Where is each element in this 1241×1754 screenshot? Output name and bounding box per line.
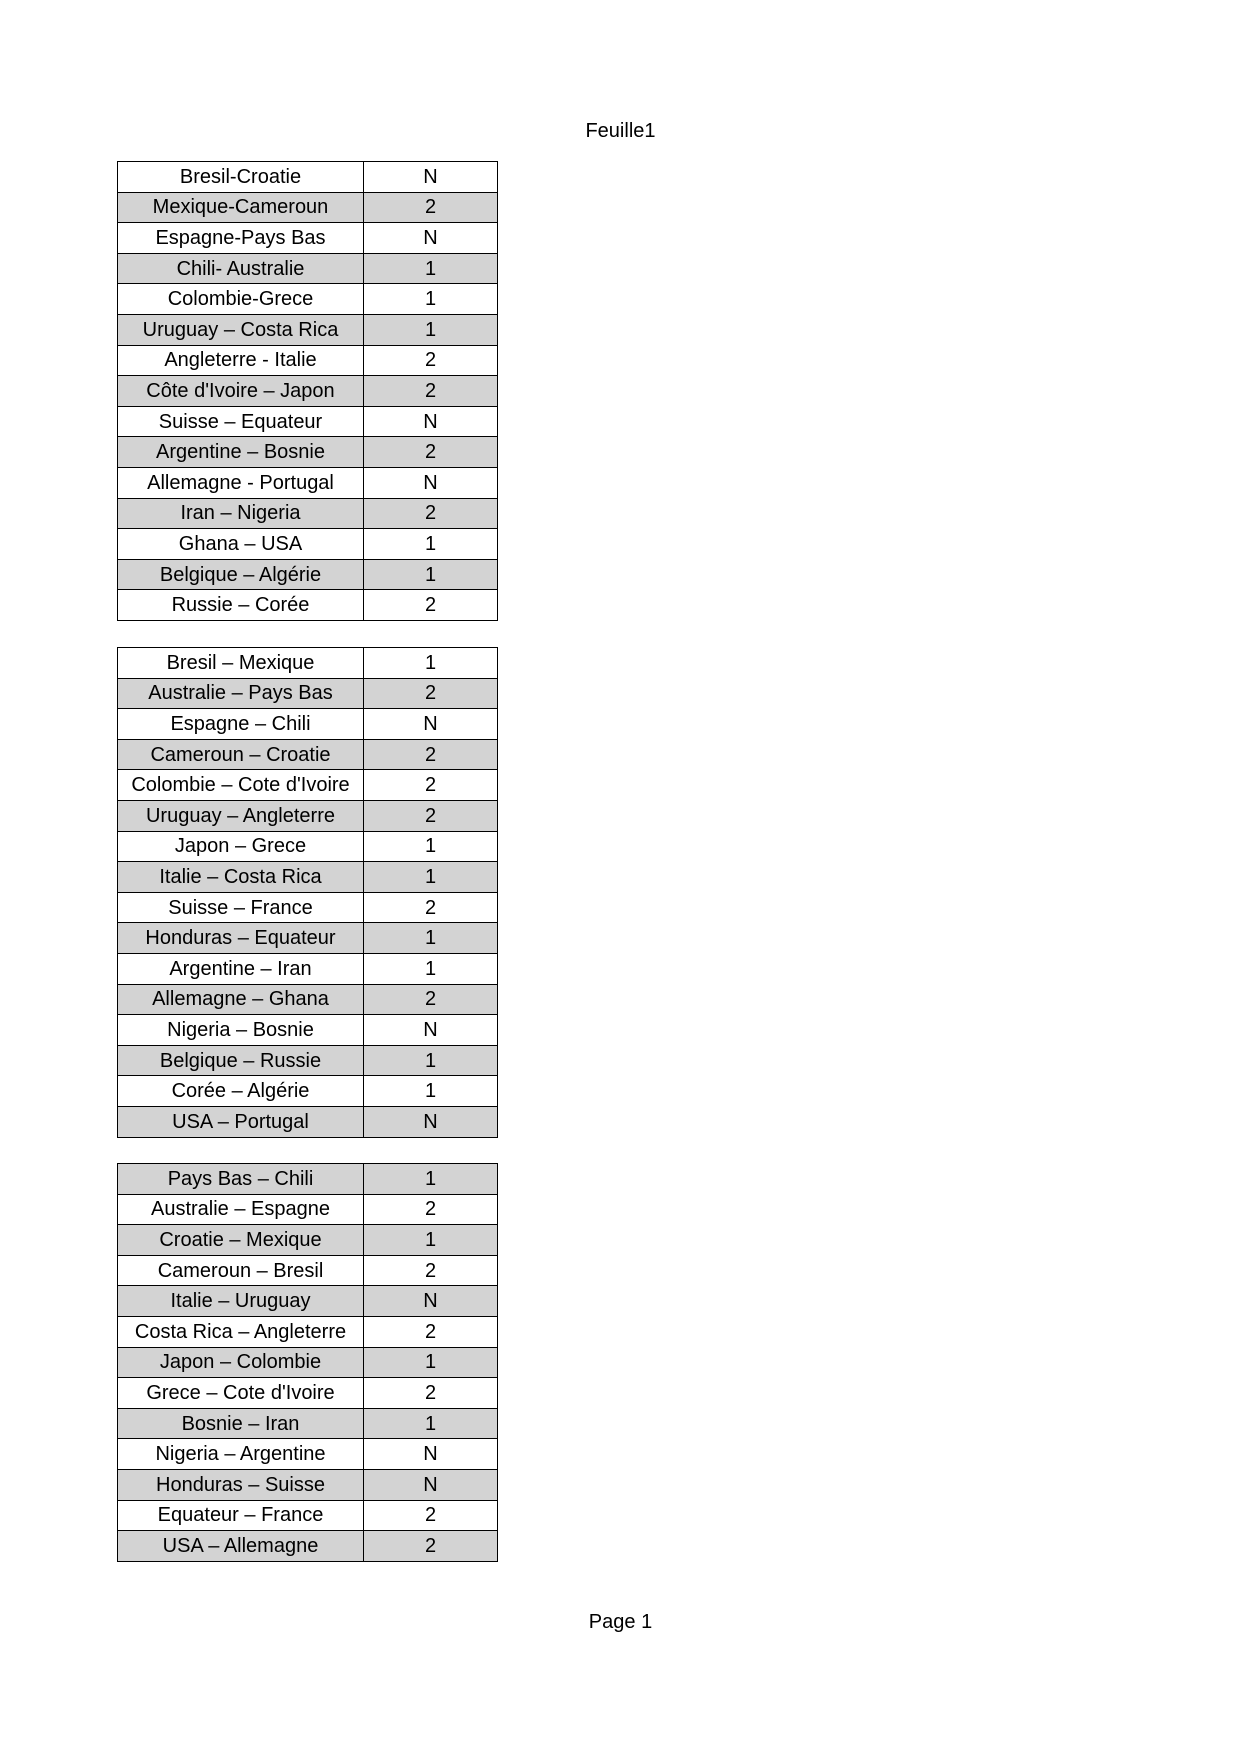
match-cell: Iran – Nigeria [118, 498, 364, 529]
table-row [118, 1286, 498, 1317]
table-row [118, 223, 498, 254]
table-row [118, 192, 498, 223]
result-cell: 1 [364, 648, 498, 679]
table-row [118, 984, 498, 1015]
result-cell: 2 [364, 345, 498, 376]
match-cell: Australie – Espagne [118, 1194, 364, 1225]
result-cell: N [364, 162, 498, 193]
match-cell: Mexique-Cameroun [118, 192, 364, 223]
match-cell: Uruguay – Angleterre [118, 800, 364, 831]
result-cell: 1 [364, 529, 498, 560]
table-row [118, 437, 498, 468]
match-cell: Belgique – Russie [118, 1045, 364, 1076]
result-cell: 2 [364, 376, 498, 407]
match-cell: Argentine – Bosnie [118, 437, 364, 468]
match-cell: Nigeria – Bosnie [118, 1015, 364, 1046]
result-cell: 1 [364, 1164, 498, 1195]
match-cell: Japon – Colombie [118, 1347, 364, 1378]
result-cell: 1 [364, 559, 498, 590]
table-row [118, 1408, 498, 1439]
match-cell: Suisse – Equateur [118, 406, 364, 437]
result-cell: N [364, 1439, 498, 1470]
result-cell: 2 [364, 192, 498, 223]
match-cell: Ghana – USA [118, 529, 364, 560]
result-cell: 2 [364, 770, 498, 801]
match-cell: Grece – Cote d'Ivoire [118, 1378, 364, 1409]
table-row [118, 253, 498, 284]
result-cell: N [364, 223, 498, 254]
table-row [118, 1106, 498, 1137]
result-cell: 2 [364, 739, 498, 770]
result-cell: 2 [364, 984, 498, 1015]
result-cell: 2 [364, 678, 498, 709]
table-row [118, 406, 498, 437]
result-cell: 1 [364, 1225, 498, 1256]
table-row [118, 831, 498, 862]
table-row [118, 770, 498, 801]
match-cell: Allemagne - Portugal [118, 467, 364, 498]
match-table-group-1 [117, 161, 498, 621]
table-row [118, 590, 498, 621]
match-cell: Angleterre - Italie [118, 345, 364, 376]
result-cell: 2 [364, 498, 498, 529]
table-row [118, 953, 498, 984]
table-row [118, 345, 498, 376]
table-row [118, 467, 498, 498]
result-cell: 2 [364, 800, 498, 831]
match-cell: Colombie-Grece [118, 284, 364, 315]
table-row [118, 529, 498, 560]
table-row [118, 862, 498, 893]
match-cell: Italie – Uruguay [118, 1286, 364, 1317]
table-row [118, 314, 498, 345]
result-cell: 1 [364, 253, 498, 284]
table-row [118, 1076, 498, 1107]
page-footer: Page 1 [588, 1611, 653, 1633]
table-row [118, 923, 498, 954]
table-row [118, 1347, 498, 1378]
match-cell: Japon – Grece [118, 831, 364, 862]
result-cell: 1 [364, 1408, 498, 1439]
result-cell: 2 [364, 1531, 498, 1562]
table-row [118, 1164, 498, 1195]
result-cell: 1 [364, 953, 498, 984]
result-cell: 1 [364, 1347, 498, 1378]
table-row [118, 1255, 498, 1286]
result-cell: N [364, 1106, 498, 1137]
table-row [118, 1531, 498, 1562]
match-cell: Bresil-Croatie [118, 162, 364, 193]
table-row [118, 1469, 498, 1500]
table-row [118, 800, 498, 831]
match-cell: Cameroun – Croatie [118, 739, 364, 770]
table-row [118, 1194, 498, 1225]
match-cell: Allemagne – Ghana [118, 984, 364, 1015]
match-cell: Russie – Corée [118, 590, 364, 621]
match-cell: Honduras – Equateur [118, 923, 364, 954]
match-cell: Bosnie – Iran [118, 1408, 364, 1439]
result-cell: 2 [364, 892, 498, 923]
result-cell: 2 [364, 1500, 498, 1531]
table-row [118, 1045, 498, 1076]
match-cell: Bresil – Mexique [118, 648, 364, 679]
table-row [118, 284, 498, 315]
match-cell: Nigeria – Argentine [118, 1439, 364, 1470]
result-cell: N [364, 406, 498, 437]
result-cell: N [364, 1286, 498, 1317]
result-cell: 1 [364, 1045, 498, 1076]
table-row [118, 678, 498, 709]
result-cell: 1 [364, 831, 498, 862]
table-row [118, 892, 498, 923]
result-cell: 1 [364, 314, 498, 345]
result-cell: 1 [364, 923, 498, 954]
match-table-group-2 [117, 647, 498, 1138]
table-row [118, 648, 498, 679]
match-cell: Croatie – Mexique [118, 1225, 364, 1256]
result-cell: 1 [364, 284, 498, 315]
table-row [118, 1500, 498, 1531]
match-cell: Costa Rica – Angleterre [118, 1316, 364, 1347]
match-cell: USA – Allemagne [118, 1531, 364, 1562]
result-cell: 1 [364, 862, 498, 893]
match-cell: Côte d'Ivoire – Japon [118, 376, 364, 407]
result-cell: 2 [364, 1316, 498, 1347]
result-cell: 1 [364, 1076, 498, 1107]
result-cell: N [364, 1469, 498, 1500]
result-cell: 2 [364, 1255, 498, 1286]
table-row [118, 1439, 498, 1470]
match-cell: USA – Portugal [118, 1106, 364, 1137]
table-row [118, 376, 498, 407]
match-table-group-3 [117, 1163, 498, 1562]
table-row [118, 1225, 498, 1256]
table-row [118, 498, 498, 529]
table-row [118, 1316, 498, 1347]
match-cell: Italie – Costa Rica [118, 862, 364, 893]
result-cell: 2 [364, 1378, 498, 1409]
match-cell: Pays Bas – Chili [118, 1164, 364, 1195]
sheet-title: Feuille1 [585, 120, 656, 142]
table-row [118, 1378, 498, 1409]
match-cell: Espagne-Pays Bas [118, 223, 364, 254]
table-row [118, 559, 498, 590]
result-cell: N [364, 467, 498, 498]
match-cell: Corée – Algérie [118, 1076, 364, 1107]
table-row [118, 162, 498, 193]
match-cell: Australie – Pays Bas [118, 678, 364, 709]
table-row [118, 739, 498, 770]
result-cell: 2 [364, 437, 498, 468]
result-cell: N [364, 1015, 498, 1046]
match-cell: Equateur – France [118, 1500, 364, 1531]
table-row [118, 1015, 498, 1046]
result-cell: 2 [364, 590, 498, 621]
match-cell: Suisse – France [118, 892, 364, 923]
result-cell: 2 [364, 1194, 498, 1225]
match-cell: Espagne – Chili [118, 709, 364, 740]
match-cell: Colombie – Cote d'Ivoire [118, 770, 364, 801]
match-cell: Argentine – Iran [118, 953, 364, 984]
match-cell: Uruguay – Costa Rica [118, 314, 364, 345]
match-cell: Honduras – Suisse [118, 1469, 364, 1500]
match-cell: Chili- Australie [118, 253, 364, 284]
table-row [118, 709, 498, 740]
result-cell: N [364, 709, 498, 740]
match-cell: Cameroun – Bresil [118, 1255, 364, 1286]
match-cell: Belgique – Algérie [118, 559, 364, 590]
